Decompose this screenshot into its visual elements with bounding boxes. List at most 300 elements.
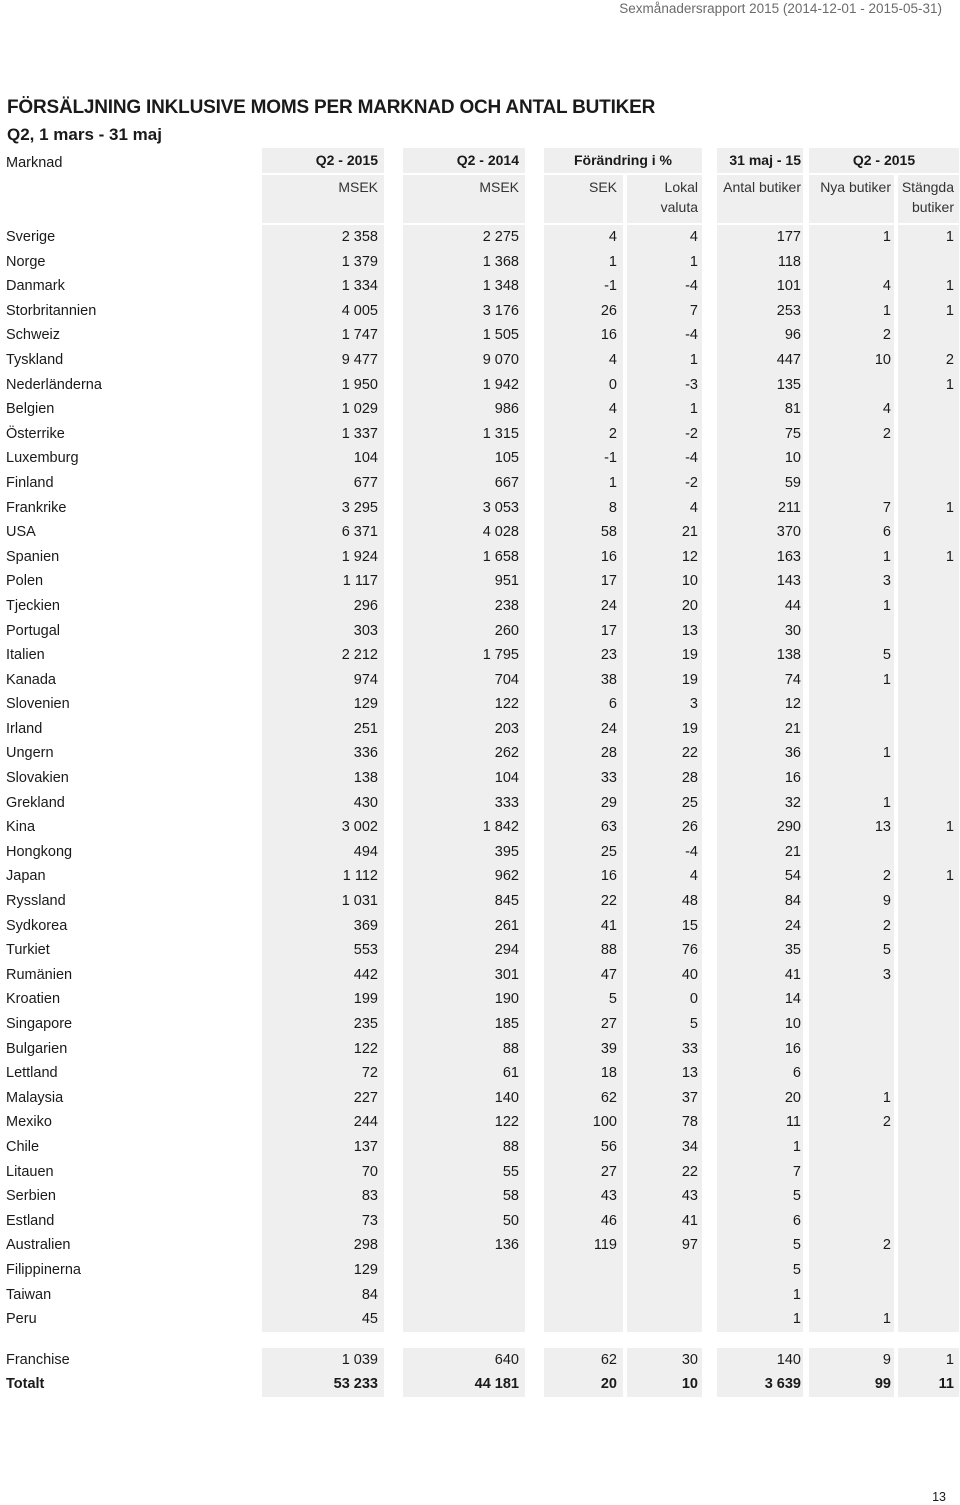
- cell-c2: 104: [403, 766, 525, 791]
- cell-c4: 10: [627, 569, 702, 594]
- cell-marknad: Japan: [6, 868, 46, 885]
- table-row: [0, 1086, 960, 1111]
- cell-marknad: Italien: [6, 647, 45, 664]
- cell-c2: 1 942: [403, 373, 525, 398]
- cell-c4: 4: [627, 225, 702, 250]
- cell-c2: 190: [403, 987, 525, 1012]
- table-row: [0, 520, 960, 545]
- table-row: [0, 496, 960, 521]
- cell-c6: 7: [809, 496, 894, 521]
- cell-c5: 118: [717, 250, 803, 275]
- table-row: [0, 446, 960, 471]
- sales-table: [0, 148, 960, 1397]
- cell-marknad: Storbritannien: [6, 302, 97, 319]
- cell-c6: 1: [809, 545, 894, 570]
- cell-c2: 294: [403, 938, 525, 963]
- cell-c2: 3 176: [403, 299, 525, 324]
- cell-c3: 16: [544, 545, 623, 570]
- cell-c7: [898, 569, 959, 594]
- cell-c3: 25: [544, 840, 623, 865]
- cell-c3: 26: [544, 299, 623, 324]
- cell-c6: [809, 619, 894, 644]
- cell-c3: [544, 1283, 623, 1308]
- cell-c7: [898, 840, 959, 865]
- cell-c4: -3: [627, 373, 702, 398]
- cell-c1: 296: [262, 594, 384, 619]
- cell-marknad: Totalt: [6, 1376, 45, 1393]
- cell-marknad: Tjeckien: [6, 597, 60, 614]
- cell-c6: [809, 987, 894, 1012]
- cell-c6: [809, 717, 894, 742]
- cell-c3: [544, 1307, 623, 1332]
- cell-marknad: Singapore: [6, 1016, 73, 1032]
- cell-c2: 122: [403, 1110, 525, 1135]
- cell-c2: 845: [403, 889, 525, 914]
- cell-c3: 5: [544, 987, 623, 1012]
- cell-c1: 84: [262, 1283, 384, 1308]
- cell-c4: 4: [627, 496, 702, 521]
- cell-c1: 553: [262, 938, 384, 963]
- cell-marknad: Peru: [6, 1311, 37, 1328]
- cell-c5: 447: [717, 348, 803, 373]
- header-msek-2015: MSEK: [262, 175, 384, 223]
- header-forandring: Förändring i %: [544, 148, 702, 173]
- cell-c5: 32: [717, 791, 803, 816]
- cell-c5: 41: [717, 963, 803, 988]
- cell-c3: 17: [544, 569, 623, 594]
- cell-c5: 11: [717, 1110, 803, 1135]
- cell-marknad: Mexiko: [6, 1114, 52, 1131]
- cell-c2: [403, 1307, 525, 1332]
- cell-c2: 1 368: [403, 250, 525, 275]
- cell-c4: 43: [627, 1184, 702, 1209]
- cell-c1: 45: [262, 1307, 384, 1332]
- cell-c1: 974: [262, 668, 384, 693]
- cell-c4: 15: [627, 914, 702, 939]
- cell-c3: 38: [544, 668, 623, 693]
- cell-c3: 33: [544, 766, 623, 791]
- cell-c2: 44 181: [403, 1372, 525, 1397]
- table-row: [0, 914, 960, 939]
- cell-marknad: USA: [6, 524, 36, 541]
- cell-c5: 5: [717, 1233, 803, 1258]
- cell-marknad: Chile: [6, 1138, 40, 1155]
- cell-c7: [898, 938, 959, 963]
- cell-marknad: Portugal: [6, 622, 61, 639]
- cell-c7: 11: [898, 1372, 959, 1397]
- cell-c5: 6: [717, 1209, 803, 1234]
- cell-c5: 44: [717, 594, 803, 619]
- cell-c1: 1 112: [262, 864, 384, 889]
- cell-marknad: Taiwan: [6, 1286, 52, 1303]
- cell-c5: 253: [717, 299, 803, 324]
- cell-c7: 1: [898, 496, 959, 521]
- cell-c4: [627, 1307, 702, 1332]
- cell-c4: 1: [627, 250, 702, 275]
- cell-c5: 163: [717, 545, 803, 570]
- cell-c6: 6: [809, 520, 894, 545]
- running-head: Sexmånadersrapport 2015 (2014-12-01 - 2015-05-31): [619, 1, 942, 16]
- cell-marknad: Slovakien: [6, 770, 69, 787]
- cell-c5: 143: [717, 569, 803, 594]
- cell-c6: 1: [809, 791, 894, 816]
- cell-c1: 1 924: [262, 545, 384, 570]
- cell-c3: 6: [544, 692, 623, 717]
- cell-marknad: Turkiet: [6, 942, 50, 959]
- cell-c5: 177: [717, 225, 803, 250]
- cell-c6: 3: [809, 569, 894, 594]
- cell-c1: 1 747: [262, 323, 384, 348]
- cell-c2: 262: [403, 741, 525, 766]
- cell-marknad: Polen: [6, 573, 44, 590]
- cell-c3: 24: [544, 594, 623, 619]
- cell-c5: 1: [717, 1307, 803, 1332]
- cell-marknad: Hongkong: [6, 843, 73, 860]
- cell-c3: 16: [544, 323, 623, 348]
- cell-c2: 986: [403, 397, 525, 422]
- cell-c4: 30: [627, 1348, 702, 1373]
- cell-c4: -2: [627, 422, 702, 447]
- header-nya-butiker: Nya butiker: [809, 175, 894, 223]
- cell-c3: 88: [544, 938, 623, 963]
- cell-c7: 1: [898, 299, 959, 324]
- cell-c1: 494: [262, 840, 384, 865]
- cell-c6: [809, 1012, 894, 1037]
- cell-c3: 47: [544, 963, 623, 988]
- cell-c5: 16: [717, 766, 803, 791]
- cell-c4: 78: [627, 1110, 702, 1135]
- cell-c3: 23: [544, 643, 623, 668]
- cell-c4: -4: [627, 274, 702, 299]
- cell-c6: [809, 840, 894, 865]
- cell-c6: [809, 1184, 894, 1209]
- cell-c6: 4: [809, 397, 894, 422]
- cell-c5: 24: [717, 914, 803, 939]
- cell-c7: 1: [898, 864, 959, 889]
- cell-c3: 56: [544, 1135, 623, 1160]
- cell-c5: 36: [717, 741, 803, 766]
- cell-c6: 2: [809, 864, 894, 889]
- cell-c7: [898, 1160, 959, 1185]
- cell-marknad: Ungern: [6, 745, 54, 762]
- cell-marknad: Luxemburg: [6, 450, 79, 467]
- cell-marknad: Ryssland: [6, 893, 66, 910]
- cell-c6: 99: [809, 1372, 894, 1397]
- table-row: [0, 1037, 960, 1062]
- cell-c4: 1: [627, 397, 702, 422]
- cell-c2: 1 505: [403, 323, 525, 348]
- cell-marknad: Frankrike: [6, 499, 67, 516]
- cell-c7: [898, 1012, 959, 1037]
- cell-c5: 211: [717, 496, 803, 521]
- cell-marknad: Belgien: [6, 401, 55, 418]
- table-row: [0, 791, 960, 816]
- cell-c6: [809, 1037, 894, 1062]
- cell-marknad: Finland: [6, 474, 54, 491]
- cell-c2: 1 795: [403, 643, 525, 668]
- cell-c6: [809, 692, 894, 717]
- cell-c2: 1 348: [403, 274, 525, 299]
- cell-c3: 27: [544, 1160, 623, 1185]
- cell-marknad: Serbien: [6, 1188, 56, 1205]
- cell-c5: 1: [717, 1135, 803, 1160]
- cell-c1: 298: [262, 1233, 384, 1258]
- cell-c2: 1 658: [403, 545, 525, 570]
- cell-c1: 73: [262, 1209, 384, 1234]
- cell-marknad: Nederländerna: [6, 376, 102, 393]
- cell-c2: 88: [403, 1135, 525, 1160]
- cell-c3: 24: [544, 717, 623, 742]
- cell-c3: 27: [544, 1012, 623, 1037]
- cell-c3: 29: [544, 791, 623, 816]
- cell-c7: [898, 963, 959, 988]
- cell-c6: 2: [809, 1233, 894, 1258]
- cell-marknad: Schweiz: [6, 327, 60, 344]
- cell-c7: [898, 1135, 959, 1160]
- table-row: [0, 545, 960, 570]
- cell-c6: [809, 1061, 894, 1086]
- table-row: [0, 323, 960, 348]
- cell-c4: 4: [627, 864, 702, 889]
- cell-c1: 336: [262, 741, 384, 766]
- cell-c4: 22: [627, 741, 702, 766]
- cell-c2: 9 070: [403, 348, 525, 373]
- cell-c7: [898, 1110, 959, 1135]
- cell-c7: 1: [898, 274, 959, 299]
- cell-c6: 1: [809, 1307, 894, 1332]
- header-q2-2015-butiker: Q2 - 2015: [809, 148, 959, 173]
- table-row: [0, 1209, 960, 1234]
- cell-c2: 962: [403, 864, 525, 889]
- cell-c7: 1: [898, 815, 959, 840]
- cell-marknad: Norge: [6, 253, 46, 270]
- cell-c6: [809, 766, 894, 791]
- table-row: [0, 225, 960, 250]
- cell-c6: 2: [809, 914, 894, 939]
- cell-c2: 1 315: [403, 422, 525, 447]
- cell-c5: 35: [717, 938, 803, 963]
- cell-c1: 251: [262, 717, 384, 742]
- cell-marknad: Slovenien: [6, 696, 70, 713]
- cell-c7: [898, 1258, 959, 1283]
- cell-c3: 28: [544, 741, 623, 766]
- cell-c6: 13: [809, 815, 894, 840]
- cell-c1: 1 334: [262, 274, 384, 299]
- cell-c2: 50: [403, 1209, 525, 1234]
- table-header-sub-row: [0, 175, 960, 223]
- cell-c5: 135: [717, 373, 803, 398]
- cell-c3: 2: [544, 422, 623, 447]
- cell-c5: 14: [717, 987, 803, 1012]
- table-row: [0, 1258, 960, 1283]
- table-row: [0, 1233, 960, 1258]
- cell-c5: 20: [717, 1086, 803, 1111]
- cell-c7: [898, 619, 959, 644]
- cell-c5: 75: [717, 422, 803, 447]
- table-row: [0, 766, 960, 791]
- cell-c2: 4 028: [403, 520, 525, 545]
- cell-c4: 26: [627, 815, 702, 840]
- cell-c7: [898, 1086, 959, 1111]
- cell-c1: 1 039: [262, 1348, 384, 1373]
- table-row: [0, 594, 960, 619]
- cell-c4: 13: [627, 1061, 702, 1086]
- cell-c6: 9: [809, 889, 894, 914]
- cell-marknad: Rumänien: [6, 966, 73, 983]
- table-row: [0, 987, 960, 1012]
- cell-marknad: Sverige: [6, 229, 56, 245]
- cell-c2: 61: [403, 1061, 525, 1086]
- table-row: [0, 741, 960, 766]
- cell-c1: 677: [262, 471, 384, 496]
- cell-marknad: Lettland: [6, 1065, 58, 1082]
- cell-c5: 138: [717, 643, 803, 668]
- cell-c4: 76: [627, 938, 702, 963]
- table-row: [0, 864, 960, 889]
- header-31-maj: 31 maj - 15: [717, 148, 803, 173]
- cell-c5: 5: [717, 1184, 803, 1209]
- cell-c4: -4: [627, 323, 702, 348]
- cell-c3: 119: [544, 1233, 623, 1258]
- cell-c4: 13: [627, 619, 702, 644]
- cell-c7: [898, 717, 959, 742]
- cell-c3: 16: [544, 864, 623, 889]
- cell-c1: 227: [262, 1086, 384, 1111]
- cell-c6: 5: [809, 643, 894, 668]
- cell-c5: 10: [717, 446, 803, 471]
- cell-c2: 140: [403, 1086, 525, 1111]
- cell-c6: 5: [809, 938, 894, 963]
- cell-c4: -4: [627, 446, 702, 471]
- cell-marknad: Kroatien: [6, 991, 61, 1008]
- cell-c7: [898, 1184, 959, 1209]
- cell-marknad: Kina: [6, 819, 36, 836]
- cell-marknad: Grekland: [6, 794, 65, 811]
- header-marknad: Marknad: [6, 155, 63, 171]
- cell-c6: [809, 446, 894, 471]
- franchise-spacer: [0, 1332, 960, 1348]
- cell-c5: 140: [717, 1348, 803, 1373]
- cell-c4: 0: [627, 987, 702, 1012]
- cell-c4: 48: [627, 889, 702, 914]
- cell-c1: 138: [262, 766, 384, 791]
- table-row: [0, 1307, 960, 1332]
- cell-c6: 2: [809, 323, 894, 348]
- header-stangda-butiker: Stängda butiker: [898, 175, 959, 223]
- cell-c4: 28: [627, 766, 702, 791]
- cell-c2: 122: [403, 692, 525, 717]
- cell-c4: 7: [627, 299, 702, 324]
- cell-c2: [403, 1258, 525, 1283]
- cell-c7: [898, 446, 959, 471]
- cell-c1: 1 031: [262, 889, 384, 914]
- cell-c5: 7: [717, 1160, 803, 1185]
- cell-c6: [809, 250, 894, 275]
- cell-c5: 10: [717, 1012, 803, 1037]
- cell-c5: 59: [717, 471, 803, 496]
- cell-c3: 17: [544, 619, 623, 644]
- table-row: [0, 963, 960, 988]
- cell-c6: 1: [809, 594, 894, 619]
- table-row: [0, 619, 960, 644]
- cell-marknad: Filippinerna: [6, 1261, 81, 1278]
- cell-c4: 19: [627, 643, 702, 668]
- cell-c6: [809, 373, 894, 398]
- cell-c2: 333: [403, 791, 525, 816]
- cell-c7: [898, 791, 959, 816]
- cell-c6: [809, 1135, 894, 1160]
- cell-c6: [809, 1209, 894, 1234]
- cell-c5: 84: [717, 889, 803, 914]
- cell-c7: [898, 692, 959, 717]
- cell-c4: 25: [627, 791, 702, 816]
- cell-c1: 1 337: [262, 422, 384, 447]
- table-row: [0, 1012, 960, 1037]
- cell-c1: 442: [262, 963, 384, 988]
- page-subtitle: Q2, 1 mars - 31 maj: [7, 125, 162, 144]
- cell-c5: 6: [717, 1061, 803, 1086]
- cell-c7: [898, 668, 959, 693]
- cell-c2: 105: [403, 446, 525, 471]
- cell-c4: 97: [627, 1233, 702, 1258]
- cell-marknad: Malaysia: [6, 1089, 64, 1106]
- cell-c7: [898, 1283, 959, 1308]
- cell-c5: 21: [717, 717, 803, 742]
- cell-c6: 1: [809, 299, 894, 324]
- cell-c4: 33: [627, 1037, 702, 1062]
- cell-c1: 369: [262, 914, 384, 939]
- cell-c7: [898, 1061, 959, 1086]
- cell-c3: 1: [544, 250, 623, 275]
- table-row: [0, 274, 960, 299]
- cell-marknad: Kanada: [6, 671, 56, 688]
- cell-c3: 62: [544, 1086, 623, 1111]
- cell-c6: [809, 1283, 894, 1308]
- cell-marknad: Danmark: [6, 278, 65, 295]
- cell-c1: 3 295: [262, 496, 384, 521]
- cell-c3: 0: [544, 373, 623, 398]
- cell-c5: 30: [717, 619, 803, 644]
- cell-c2: 951: [403, 569, 525, 594]
- cell-c3: 4: [544, 397, 623, 422]
- cell-c1: 129: [262, 1258, 384, 1283]
- cell-c4: [627, 1258, 702, 1283]
- cell-c1: 1 950: [262, 373, 384, 398]
- cell-c7: [898, 987, 959, 1012]
- cell-c1: 9 477: [262, 348, 384, 373]
- cell-c2: 301: [403, 963, 525, 988]
- cell-c3: 18: [544, 1061, 623, 1086]
- cell-c2: 58: [403, 1184, 525, 1209]
- cell-c1: 2 212: [262, 643, 384, 668]
- cell-c6: 9: [809, 1348, 894, 1373]
- franchise-row: [0, 1348, 960, 1373]
- cell-c2: 260: [403, 619, 525, 644]
- table-row: [0, 569, 960, 594]
- cell-c5: 290: [717, 815, 803, 840]
- table-row: [0, 1283, 960, 1308]
- table-row: [0, 250, 960, 275]
- total-row: [0, 1372, 960, 1397]
- table-row: [0, 471, 960, 496]
- cell-c4: 5: [627, 1012, 702, 1037]
- cell-c7: 1: [898, 1348, 959, 1373]
- cell-c7: [898, 889, 959, 914]
- cell-c3: 100: [544, 1110, 623, 1135]
- cell-c2: 203: [403, 717, 525, 742]
- cell-c1: 53 233: [262, 1372, 384, 1397]
- table-header-group-row: [0, 148, 960, 173]
